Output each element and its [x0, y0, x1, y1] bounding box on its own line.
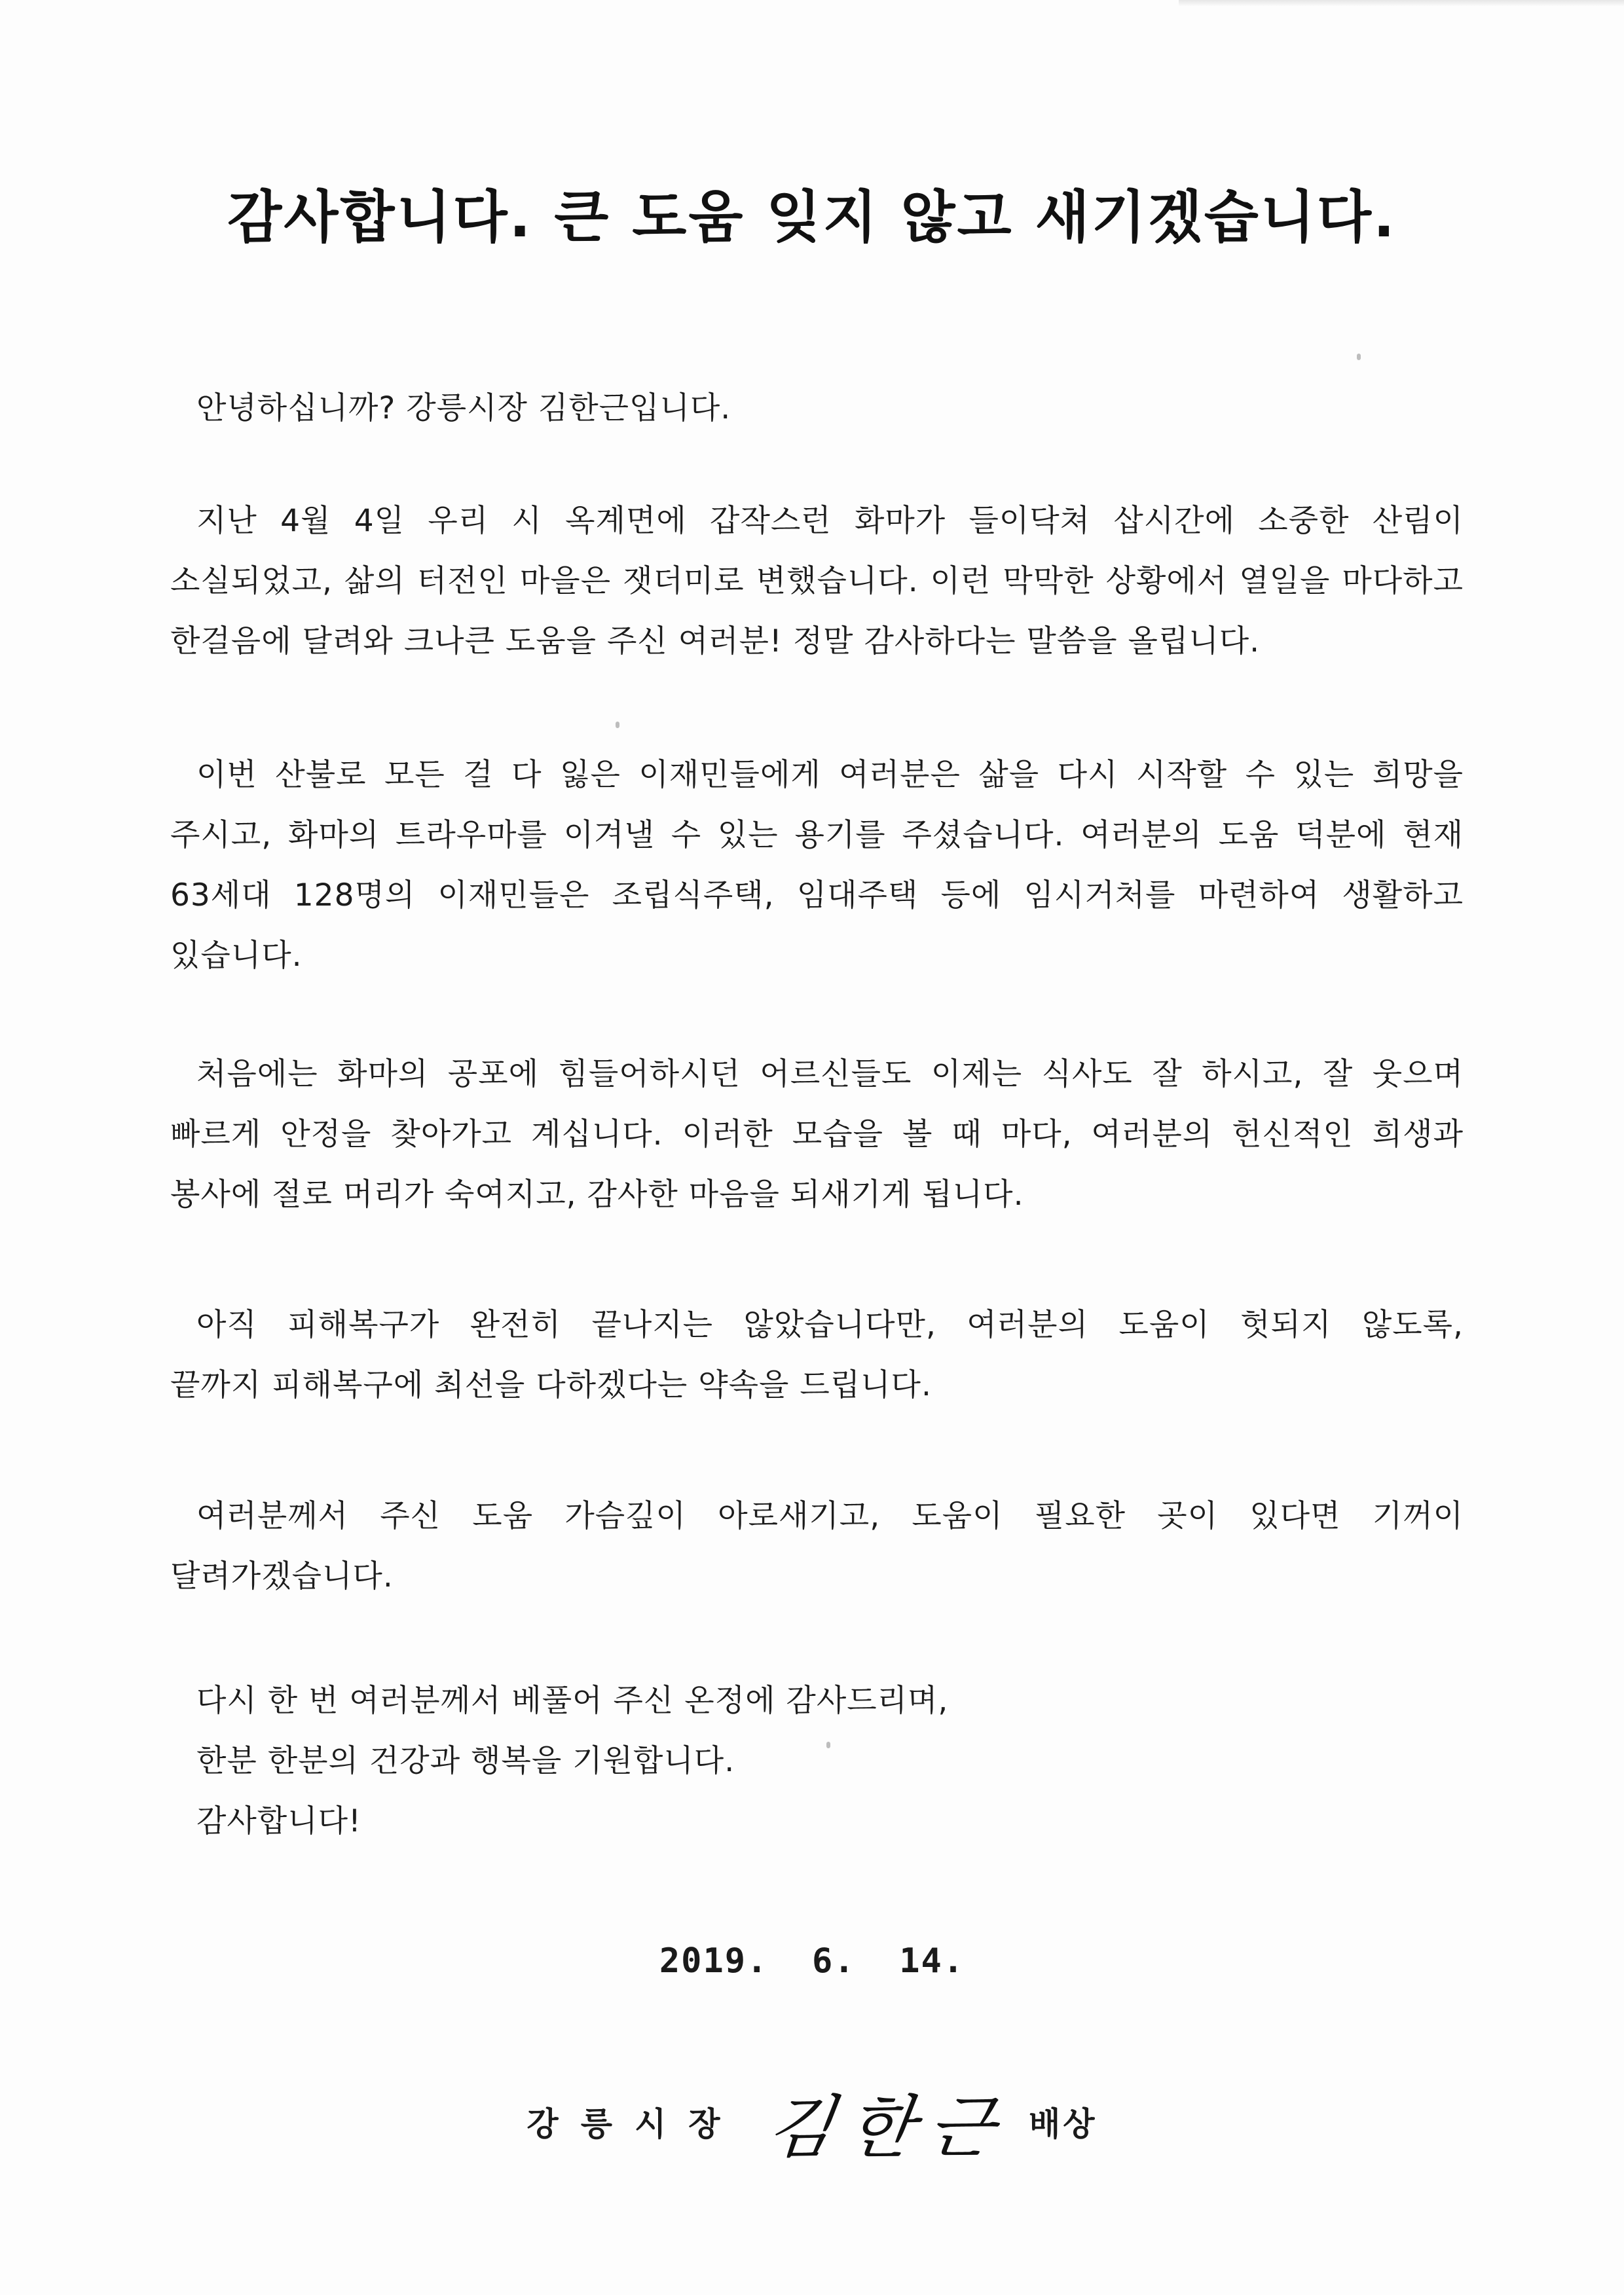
body-line: 63세대 128명의 이재민들은 조립식주택, 임대주택 등에 임시거처를 마련하여 생활하고 — [170, 877, 1464, 913]
body-line: 빠르게 안정을 찾아가고 계십니다. 이러한 모습을 볼 때 마다, 여러분의 헌신적인 희생과 — [170, 1116, 1464, 1152]
body-line: 이번 산불로 모든 걸 다 잃은 이재민들에게 여러분은 삶을 다시 시작할 수 있는 희망을 — [196, 757, 1464, 793]
scan-edge — [1179, 0, 1624, 7]
scan-speck — [1357, 354, 1361, 360]
body-paragraph-3 — [170, 1044, 1464, 1225]
greeting-line: 안녕하십니까? 강릉시장 김한근입니다. — [196, 390, 731, 426]
body-line: 봉사에 절로 머리가 숙여지고, 감사한 마음을 되새기게 됩니다. — [170, 1177, 1024, 1213]
letter-date: 2019. 6. 14. — [659, 1941, 965, 1981]
closing-line: 한분 한분의 건강과 행복을 기원합니다. — [196, 1743, 735, 1779]
closing-line: 감사합니다! — [196, 1803, 361, 1839]
body-line: 지난 4월 4일 우리 시 옥계면에 갑작스런 화마가 들이닥쳐 삽시간에 소중한 산림이 — [196, 503, 1464, 539]
letter-title: 감사합니다. 큰 도움 잊지 않고 새기겠습니다. — [227, 185, 1397, 250]
body-line: 있습니다. — [170, 938, 303, 974]
body-line: 소실되었고, 삶의 터전인 마을은 잿더미로 변했습니다. 이런 막막한 상황에서 열일을 마다하고 — [170, 563, 1464, 599]
greeting-paragraph — [170, 378, 1464, 439]
body-paragraph-4 — [170, 1295, 1464, 1416]
handwritten-signature: 김한근 — [762, 2087, 1014, 2167]
body-paragraph-5 — [170, 1486, 1464, 1607]
body-line: 끝까지 피해복구에 최선을 다하겠다는 약속을 드립니다. — [170, 1367, 932, 1403]
body-line: 여러분께서 주신 도움 가슴깊이 아로새기고, 도움이 필요한 곳이 있다면 기꺼이 — [196, 1498, 1464, 1534]
body-paragraph-2 — [170, 745, 1464, 986]
scan-speck — [826, 1742, 830, 1748]
scan-speck — [616, 722, 619, 728]
body-line: 처음에는 화마의 공포에 힘들어하시던 어르신들도 이제는 식사도 잘 하시고, 잘 웃으며 — [196, 1056, 1464, 1092]
body-line: 주시고, 화마의 트라우마를 이겨낼 수 있는 용기를 주셨습니다. 여러분의 도움 덕분에 현재 — [170, 817, 1464, 853]
signer-title: 강릉시장 — [526, 2105, 743, 2143]
body-line: 달려가겠습니다. — [170, 1558, 394, 1594]
body-line: 아직 피해복구가 완전히 끝나지는 않았습니다만, 여러분의 도움이 헛되지 않도록, — [196, 1307, 1464, 1343]
signoff-suffix: 배상 — [1029, 2105, 1098, 2143]
body-line: 한걸음에 달려와 크나큰 도움을 주신 여러분! 정말 감사하다는 말씀을 올립니다. — [170, 623, 1261, 659]
closing-paragraph — [170, 1671, 1464, 1852]
closing-line: 다시 한 번 여러분께서 베풀어 주신 온정에 감사드리며, — [196, 1683, 949, 1719]
signature-block — [0, 2069, 1624, 2174]
body-paragraph-1 — [170, 491, 1464, 672]
